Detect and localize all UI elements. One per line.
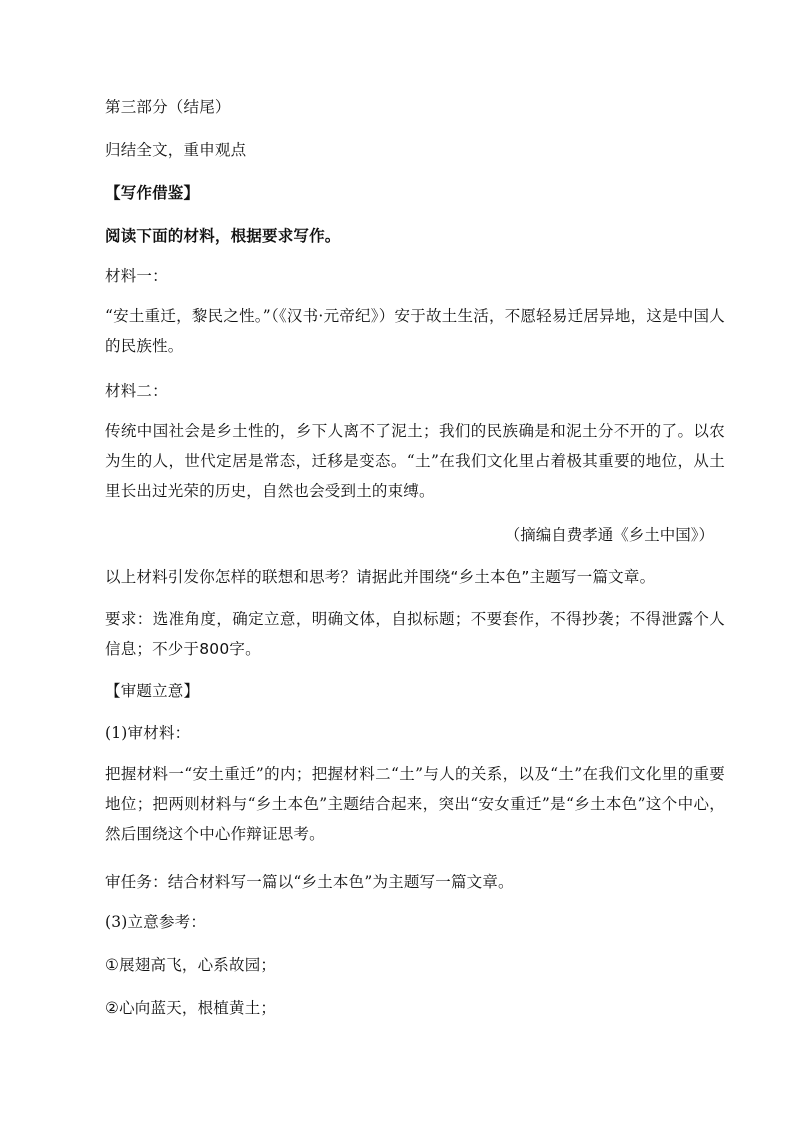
part3-heading: 第三部分（结尾） [105, 98, 231, 116]
reference-label: (3)立意参考： [105, 913, 207, 931]
source-citation: （摘编自费孝通《乡土中国》） [504, 526, 714, 544]
reference-item-1: ①展翅高飞，心系故园； [105, 956, 277, 974]
analysis-heading: 【审题立意】 [105, 682, 200, 700]
review-material-text: 把握材料一“安土重迁”的内；把握材料二“土”与人的关系，以及“土”在我们文化里的重要地位；把两则材料与“乡土本色”主题结合起来，突出“安女重迁”是“乡土本色”这个中心，然后围绕这个中心作辩证思考。 [105, 765, 725, 843]
instruction-text: 阅读下面的材料，根据要求写作。 [105, 227, 341, 245]
material2-text: 传统中国社会是乡土性的，乡下人离不了泥土；我们的民族确是和泥土分不开的了。以农为生的人，世代定居是常态，迁移是变态。“土”在我们文化里占着极其重要的地位，从土里长出过光荣的历史，自然也会受到土的束缚。 [105, 422, 725, 500]
material1-text: “安土重迁，黎民之性。”（《汉书·元帝纪》）安于故土生活，不愿轻易迁居异地，这是中国人的民族性。 [105, 307, 725, 355]
material2-label: 材料二： [105, 382, 168, 400]
writing-prompt: 以上材料引发你怎样的联想和思考？请据此并围绕“乡土本色”主题写一篇文章。 [105, 568, 656, 586]
review-task-text: 审任务：结合材料写一篇以“乡土本色”为主题写一篇文章。 [105, 873, 514, 891]
review-material-label: (1)审材料： [105, 724, 191, 742]
reference-item-2: ②心向蓝天，根植黄土； [105, 999, 277, 1017]
material1-label: 材料一： [105, 267, 168, 285]
part3-text: 归结全文，重申观点 [105, 141, 247, 159]
requirements-text: 要求：选准角度，确定立意，明确文体，自拟标题；不要套作，不得抄袭；不得泄露个人信息；不少于800字。 [105, 610, 725, 658]
writing-ref-heading: 【写作借鉴】 [105, 184, 200, 202]
